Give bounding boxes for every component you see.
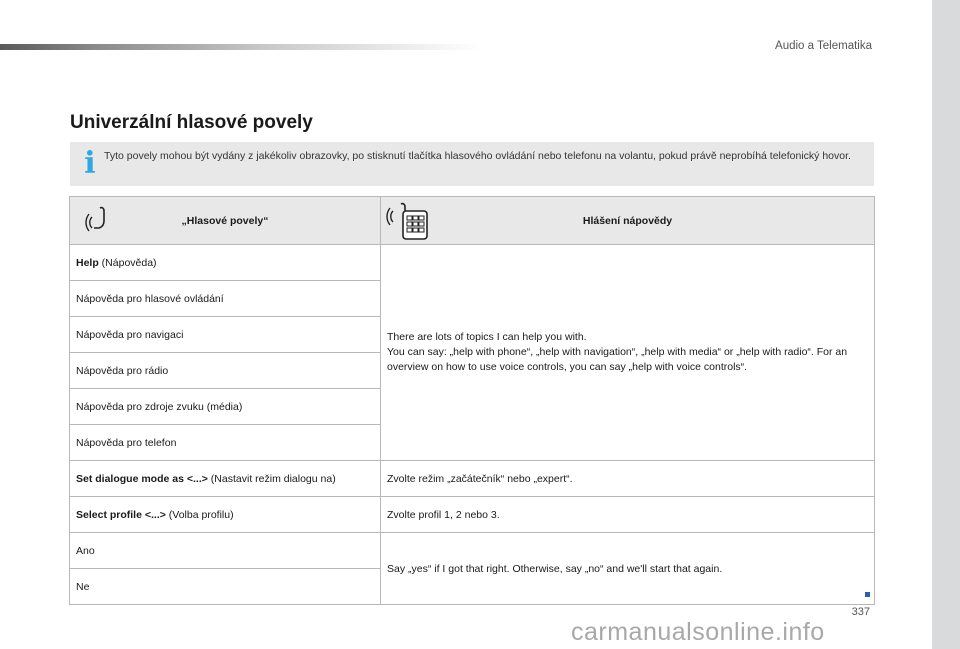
section-title: Audio a Telematika [775, 40, 872, 52]
table-row [70, 461, 875, 497]
command-translation: (Nastavit režim dialogu na) [207, 472, 336, 485]
yesno-response-cell: Say „yes“ if I got that right. Otherwise, say „no“ and we'll start that again. [381, 533, 875, 605]
command-cell: Nápověda pro hlasové ovládání [70, 281, 381, 317]
table-row [70, 497, 875, 533]
voice-help-screen-icon [385, 201, 429, 241]
info-note-text: Tyto povely mohou být vydány z jakékoliv obrazovky, po stisknutí tlačítka hlasového ovládání nebo telefonu na volantu, pokud právě neprobíhá telefonický hovor. [104, 150, 851, 162]
command-translation: (Volba profilu) [165, 508, 234, 521]
command-cell: Ano [70, 533, 381, 569]
response-cell: Zvolte režim „začátečník“ nebo „expert“. [381, 461, 875, 497]
page-number: 337 [851, 606, 870, 618]
page-side-tab [932, 0, 960, 649]
command-cell: Ne [70, 569, 381, 605]
command-name: Help [76, 256, 99, 269]
header-commands-label: „Hlasové povely“ [181, 214, 269, 227]
command-cell [70, 461, 381, 497]
table-row [70, 245, 875, 281]
page-title: Univerzální hlasové povely [70, 112, 313, 133]
command-cell [70, 497, 381, 533]
response-cell: Zvolte profil 1, 2 nebo 3. [381, 497, 875, 533]
header-cell-commands [70, 197, 381, 245]
command-cell: Nápověda pro zdroje zvuku (média) [70, 389, 381, 425]
command-cell: Nápověda pro telefon [70, 425, 381, 461]
help-response-cell [381, 245, 875, 461]
page-marker [865, 592, 870, 597]
info-note [70, 142, 874, 186]
table-row [70, 533, 875, 569]
command-cell [70, 245, 381, 281]
command-cell: Nápověda pro rádio [70, 353, 381, 389]
command-cell: Nápověda pro navigaci [70, 317, 381, 353]
table-header-row [70, 197, 875, 245]
header-gradient-bar [0, 44, 480, 50]
help-response-line1: There are lots of topics I can help you with. [387, 331, 587, 343]
info-icon: i [84, 146, 96, 181]
voice-command-icon [84, 203, 112, 237]
command-name: Set dialogue mode as <...> [76, 472, 208, 485]
watermark: carmanualsonline.info [571, 618, 825, 646]
help-response-line2: You can say: „help with phone“, „help with navigation“, „help with media“ or „help with radio“. For an overview on how to use voice controls, you can say „help with voice controls“. [387, 346, 848, 373]
header-responses-label: Hlášení nápovědy [582, 214, 673, 227]
command-name: Select profile <...> [76, 508, 166, 521]
voice-commands-table [69, 196, 875, 605]
header-cell-responses [381, 197, 875, 245]
command-translation: (Nápověda) [98, 256, 157, 269]
